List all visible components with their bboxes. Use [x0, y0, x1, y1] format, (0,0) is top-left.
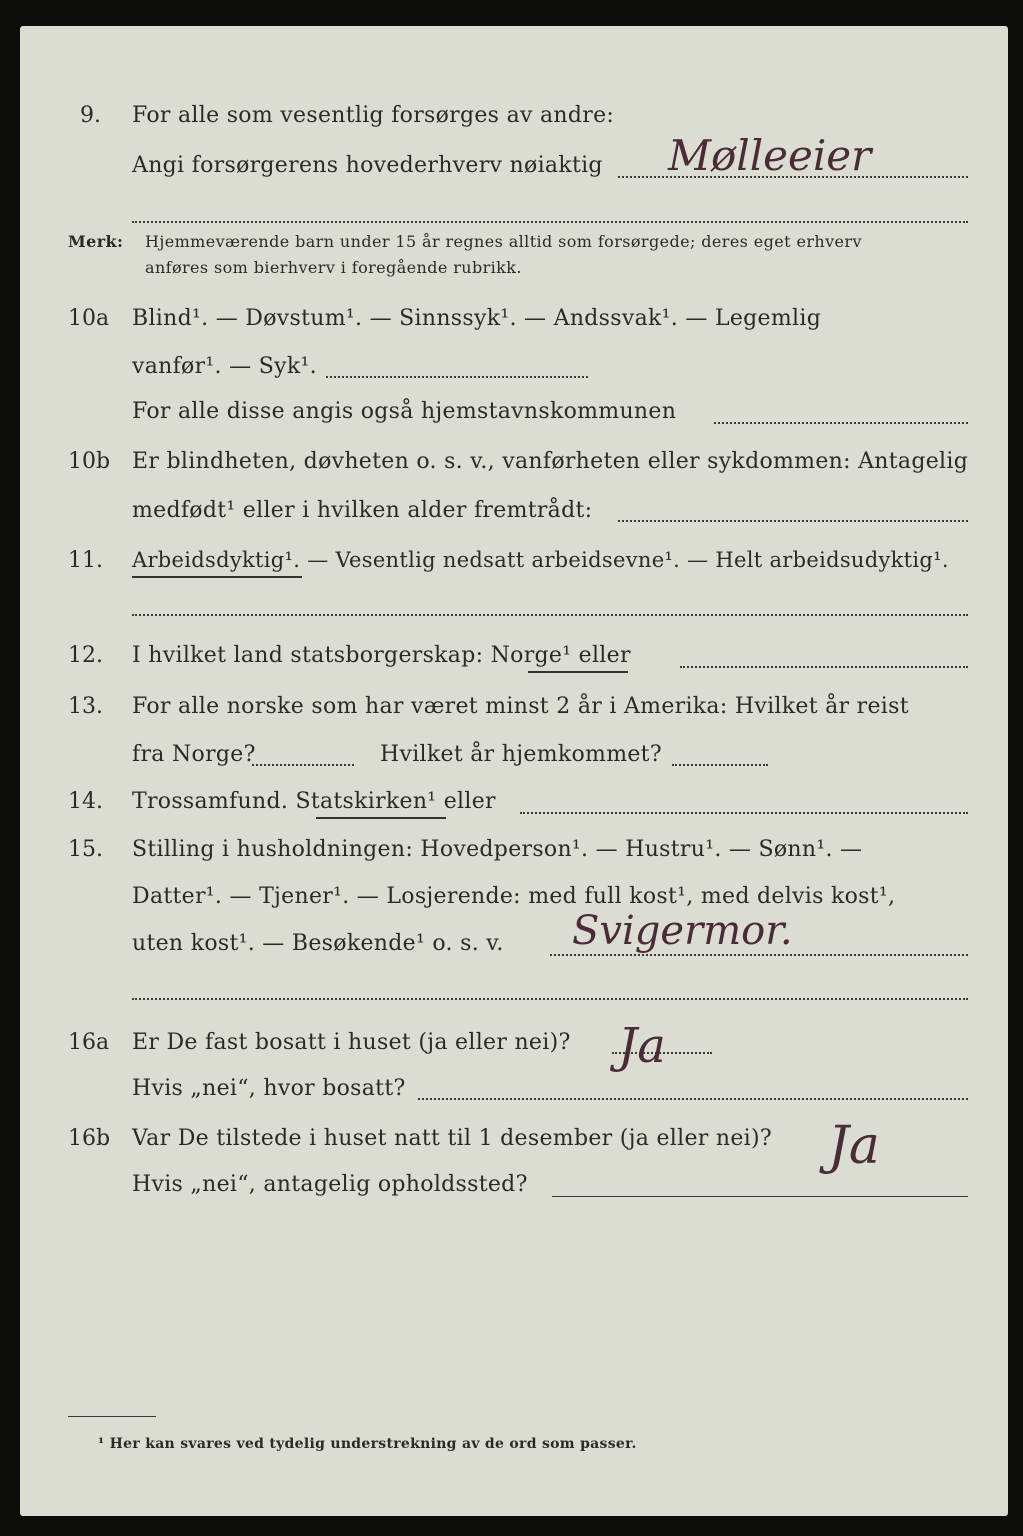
q10a-text-line1: Blind¹. — Døvstum¹. — Sinnssyk¹. — Andssvak¹. — Legemlig — [132, 306, 822, 331]
q9-text-line1: For alle som vesentlig forsørges av andre: — [132, 103, 615, 128]
q13-hjemkommet-line — [672, 764, 768, 766]
q10a-text-line2: vanfør¹. — Syk¹. — [132, 354, 317, 379]
q16b-text-line2: Hvis „nei“, antagelig opholdssted? — [132, 1172, 528, 1197]
footnote-rule — [68, 1416, 156, 1417]
q12-answer-line — [680, 666, 968, 668]
q15-text-line3: uten kost¹. — Besøkende¹ o. s. v. — [132, 931, 504, 956]
q16b-handwritten-answer: Ja — [828, 1116, 880, 1176]
q15-extra-line — [132, 998, 968, 1000]
q11-text-line1: Arbeidsdyktig¹. — Vesentlig nedsatt arbeidsevne¹. — Helt arbeidsudyktig¹. — [132, 548, 949, 572]
q12-text-line1: I hvilket land statsborgerskap: Norge¹ eller — [132, 643, 631, 668]
q11-number: 11. — [68, 548, 103, 573]
q16b-opholdssted-line — [552, 1196, 968, 1197]
q10a-syk-line — [326, 376, 588, 378]
census-form-page — [20, 26, 1008, 1516]
q10b-text-line2: medfødt¹ eller i hvilken alder fremtrådt: — [132, 498, 593, 523]
q15-number: 15. — [68, 837, 103, 862]
q15-answer-line — [550, 954, 968, 956]
q15-text-line1: Stilling i husholdningen: Hovedperson¹. — Hustru¹. — Sønn¹. — — [132, 837, 863, 862]
q11-extra-line — [132, 614, 968, 616]
q14-number: 14. — [68, 789, 103, 814]
q12-norge-underline — [528, 671, 628, 673]
q16a-number: 16a — [68, 1030, 110, 1055]
q13-text-line1: For alle norske som har været minst 2 år i Amerika: Hvilket år reist — [132, 694, 909, 719]
q9-number: 9. — [80, 103, 101, 128]
merk-label: Merk: — [68, 232, 124, 251]
q10b-answer-line — [618, 520, 968, 522]
q13-number: 13. — [68, 694, 103, 719]
q9-text-line2: Angi forsørgerens hovederhverv nøiaktig — [132, 153, 603, 178]
q13-text-line2a: fra Norge? — [132, 742, 256, 767]
q12-number: 12. — [68, 643, 103, 668]
merk-text-line1: Hjemmeværende barn under 15 år regnes alltid som forsørgede; deres eget erhverv — [145, 232, 862, 251]
q13-reist-line — [252, 764, 354, 766]
q10a-hjemstavn-line — [714, 422, 968, 424]
q16b-number: 16b — [68, 1126, 111, 1151]
q16b-text-line1: Var De tilstede i huset natt til 1 desember (ja eller nei)? — [132, 1126, 772, 1151]
q16a-text-line1: Er De fast bosatt i huset (ja eller nei)? — [132, 1030, 571, 1055]
q10b-text-line1: Er blindheten, døvheten o. s. v., vanførheten eller sykdommen: Antagelig — [132, 449, 969, 474]
q16a-text-line2: Hvis „nei“, hvor bosatt? — [132, 1076, 406, 1101]
q10b-number: 10b — [68, 449, 111, 474]
q15-text-line2: Datter¹. — Tjener¹. — Losjerende: med full kost¹, med delvis kost¹, — [132, 884, 896, 909]
merk-text-line2: anføres som bierhverv i foregående rubrikk. — [145, 258, 522, 277]
q16a-handwritten-answer: Ja — [618, 1018, 666, 1074]
q10a-text-line3: For alle disse angis også hjemstavnskommunen — [132, 399, 677, 424]
q10a-number: 10a — [68, 306, 110, 331]
q14-statskirken-underline — [316, 817, 446, 819]
q9-extra-line — [132, 221, 968, 223]
footnote-text: ¹ Her kan svares ved tydelig understrekning av de ord som passer. — [98, 1436, 637, 1452]
q13-text-line2b: Hvilket år hjemkommet? — [380, 742, 662, 767]
q14-text-line1: Trossamfund. Statskirken¹ eller — [132, 789, 496, 814]
q16a-bosatt-line — [418, 1098, 968, 1100]
q11-arbeidsdyktig-underline — [132, 576, 302, 578]
q9-handwritten-answer: Mølleeier — [668, 131, 872, 180]
q15-handwritten-answer: Svigermor. — [572, 908, 793, 954]
q14-answer-line — [520, 812, 968, 814]
